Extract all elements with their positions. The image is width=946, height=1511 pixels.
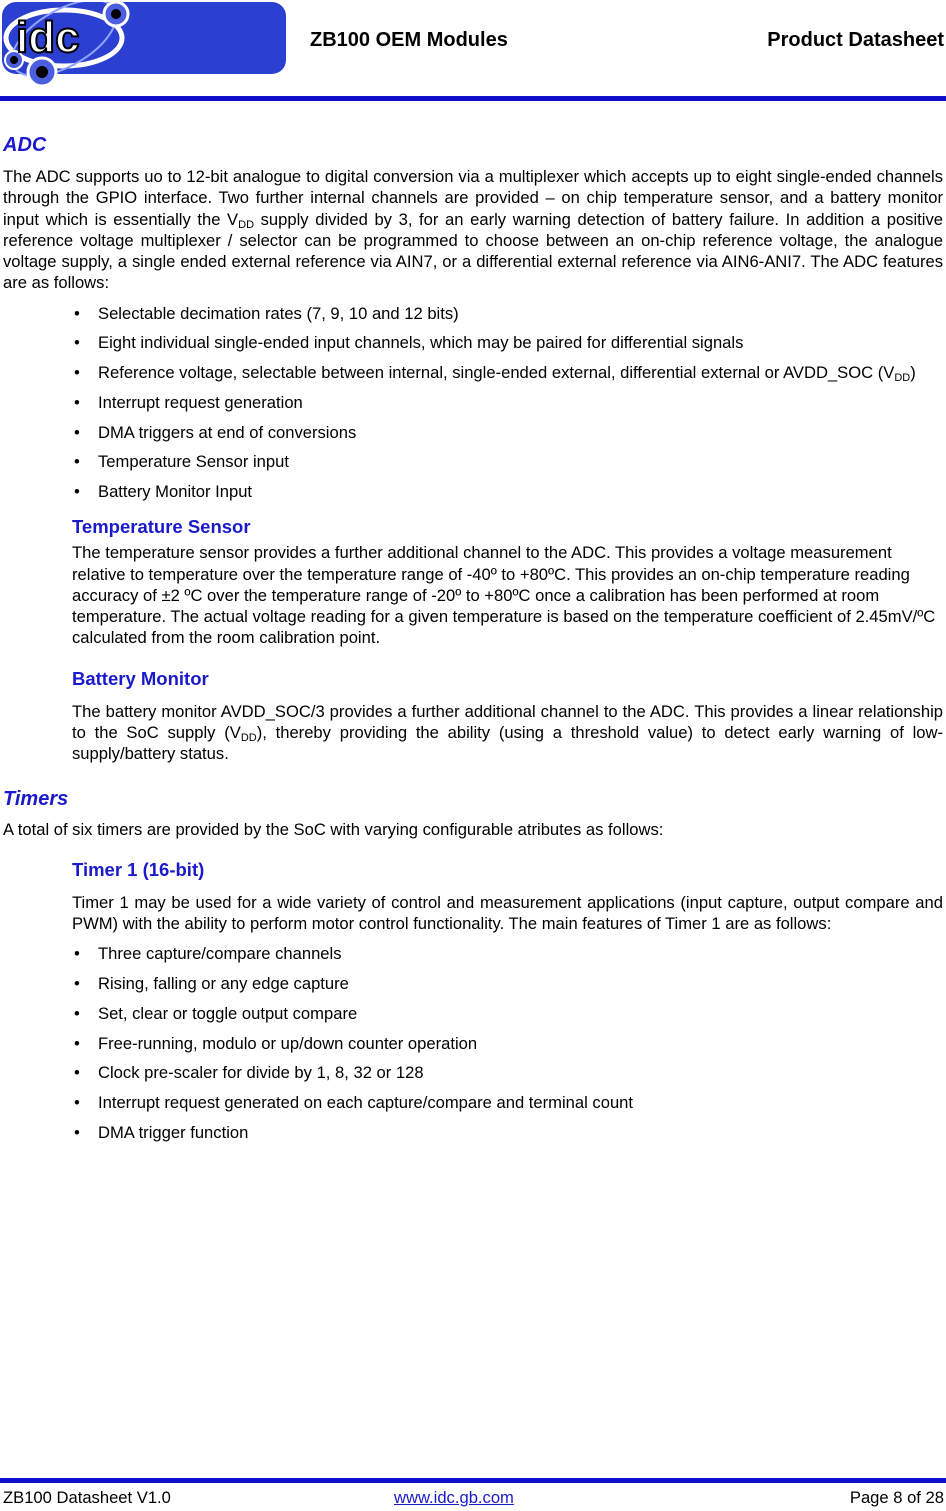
list-item: • Clock pre-scaler for divide by 1, 8, 32 or 128	[74, 1063, 424, 1083]
list-item: • Temperature Sensor input	[74, 452, 289, 472]
list-item: • Free-running, modulo or up/down counter operation	[74, 1033, 478, 1053]
timers-intro: A total of six timers are provided by the SoC with varying configurable atributes as follows:	[3, 819, 664, 839]
timer1-heading: Timer 1 (16-bit)	[72, 858, 205, 880]
header-title-right: Product Datasheet	[767, 29, 944, 51]
page-content	[3, 133, 943, 1151]
adc-feature-list	[3, 303, 943, 502]
footer-page-number: Page 8 of 28	[849, 1488, 944, 1507]
list-item: • Interrupt request generated on each capture/compare and terminal count	[74, 1092, 634, 1112]
battery-monitor-body: The battery monitor AVDD_SOC/3 provides a further additional channel to the ADC. This provides a linear relationship to the SoC supply $(V_{DD})$, thereby providing the ability (using a threshold value) to detect early warning of low-supply/battery status.	[72, 701, 943, 764]
list-item: • Interrupt request generation	[74, 392, 303, 412]
header-title-left: ZB100 OEM Modules	[310, 29, 508, 51]
adc-intro: The ADC supports uo to 12-bit analogue to digital conversion via a multiplexer which accepts up to eight single-ended channels through the GPIO interface. Two further internal channels are provided – on chip temperature sensor, and a battery monitor input which is essentially the $V_{DD}$ supply divided by 3, for an early warning detection of battery failure. In addition a positive reference voltage multiplexer / selector can be programmed to choose between an on-chip reference voltage, the analogue voltage supply, a single ended external reference via AIN7, or a differential external reference via AIN6-ANI7. The ADC features are as follows:	[3, 167, 943, 293]
footer-doc-version: ZB100 Datasheet V1.0	[3, 1488, 171, 1507]
list-item: • DMA trigger function	[74, 1122, 249, 1142]
timers-heading: Timers	[3, 787, 69, 810]
logo-lettering: idc	[16, 13, 80, 62]
temperature-sensor-body: The temperature sensor provides a further additional channel to the ADC. This provides a voltage measurement relative to temperature over the temperature range of -40º to +80ºC. This provides an on-chip temperature reading accuracy of ±2 ºC over the temperature range of -20º to +80ºC once a calibration has been performed at room temperature. The actual voltage reading for a given temperature is based on the temperature coefficient of 2.45mV/ºC calculated from the room calibration point.	[72, 543, 936, 648]
battery-monitor-heading: Battery Monitor	[72, 667, 209, 689]
adc-heading: ADC	[3, 134, 47, 156]
header-divider	[0, 96, 946, 101]
list-item: • Rising, falling or any edge capture	[74, 974, 349, 994]
list-item: • Three capture/compare channels	[74, 944, 342, 964]
list-item: • DMA triggers at end of conversions	[74, 422, 357, 442]
list-item: • Reference voltage, selectable between internal, single-ended external, differential external or AVDD_SOC $(V_{DD})$	[74, 363, 916, 385]
footer-divider	[0, 1478, 946, 1483]
page-footer	[0, 1488, 946, 1510]
list-item: • Battery Monitor Input	[74, 481, 253, 501]
list-item: • Selectable decimation rates (7, 9, 10 and 12 bits)	[74, 303, 459, 323]
timer1-body: Timer 1 may be used for a wide variety of control and measurement applications (input capture, output compare and PWM) with the ability to perform motor control functionality. The main features of Timer 1 are as follows:	[72, 892, 943, 934]
temperature-sensor-heading: Temperature Sensor	[72, 516, 251, 538]
timer1-feature-list	[3, 943, 943, 1142]
idc-logo	[2, 2, 286, 96]
list-item: • Eight individual single-ended input channels, which may be paired for differential signals	[74, 333, 744, 353]
footer-website-link[interactable]: www.idc.gb.com	[394, 1488, 514, 1507]
list-item: • Set, clear or toggle output compare	[74, 1003, 358, 1023]
page-header	[0, 0, 946, 104]
